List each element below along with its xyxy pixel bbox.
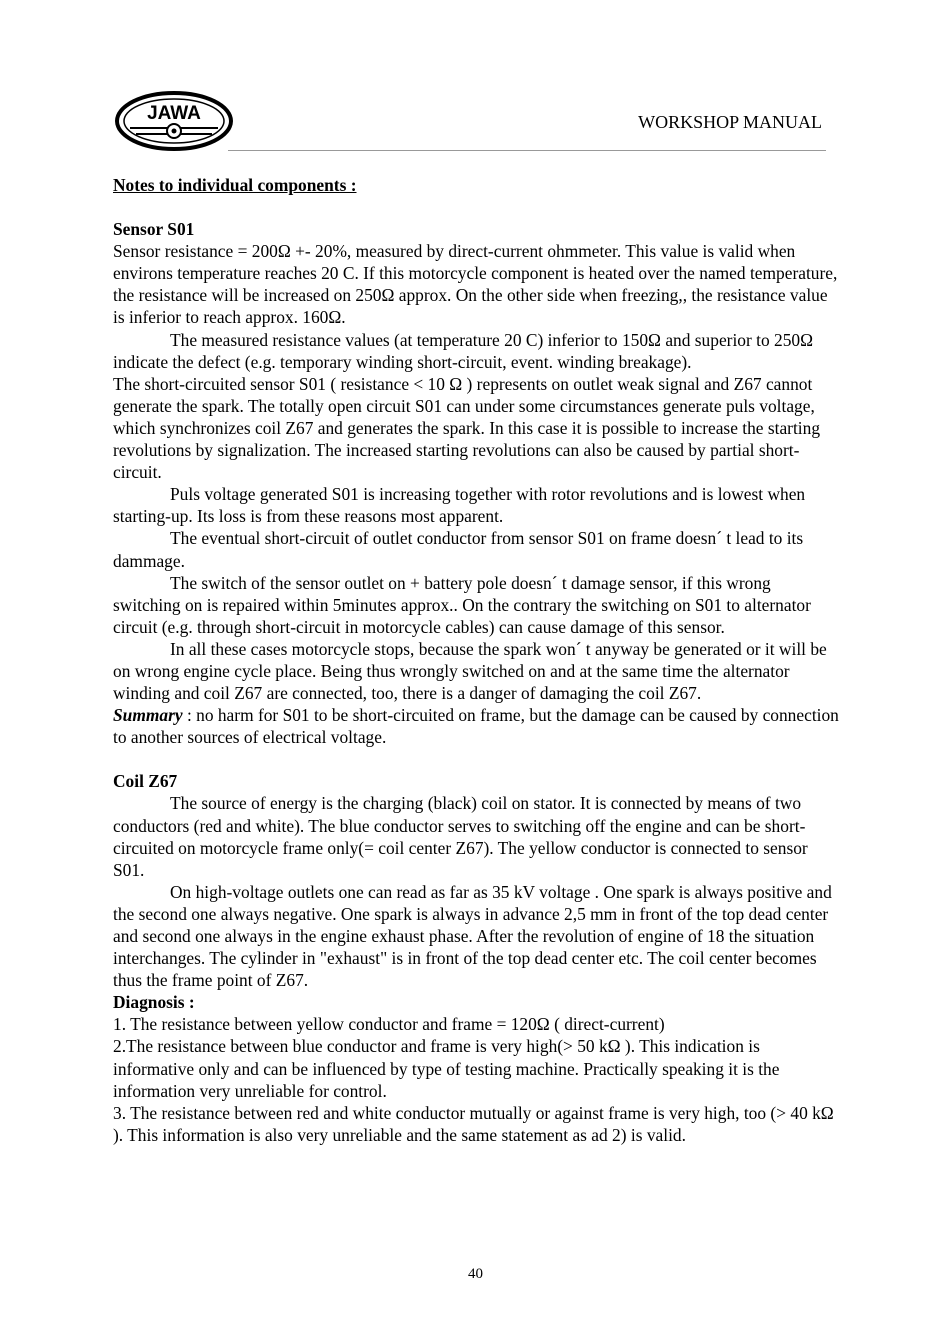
header-title: WORKSHOP MANUAL <box>638 112 822 132</box>
coil-paragraph-2: On high-voltage outlets one can read as far as 35 kV voltage . One spark is always positive and the second one always negative. One spark is always in advance 2,5 mm in front of the top dead center and second one always in the engine exhaust phase. After the revolution of engine of 18 the situation interchanges. The cylinder in "exhaust" is in front of the top dead center etc. The coil center becomes thus the frame point of Z67. <box>113 881 832 991</box>
sensor-paragraph-1: Sensor resistance = 200Ω +- 20%, measured by direct-current ohmmeter. This value is valid when environs temperature reaches 20 C. If this motorcycle component is heated over the named temperature, the resistance will be increased on 250Ω approx. On the other side when freezing,, the resistance value is inferior to reach approx. 160Ω. <box>113 241 838 328</box>
coil-paragraph-1: The source of energy is the charging (black) coil on stator. It is connected by means of two conductors (red and white). The blue conductor serves to switching off the engine and can be short-circuited on motorcycle frame only(= coil center Z67). The yellow conductor is connected to sensor S01. <box>113 793 808 880</box>
sensor-paragraph-2: The measured resistance values (at temperature 20 C) inferior to 150Ω and superior to 250Ω indicate the defect (e.g. temporary winding short-circuit, event. winding breakage). <box>113 329 814 372</box>
sensor-paragraph-6: The switch of the sensor outlet on + battery pole doesn´ t damage sensor, if this wrong switching on is repaired within 5minutes approx.. On the contrary the switching on S01 to alternator circuit (e.g. through short-circuit in motorcycle cables) can cause damage of this sensor. <box>113 572 811 637</box>
sensor-paragraph-7: In all these cases motorcycle stops, because the spark won´ t anyway be generated or it will be on wrong engine cycle place. Being thus wrongly switched on and at the same time the alternator winding and coil Z67 are connected, too, there is a danger of damaging the coil Z67. <box>113 638 827 704</box>
jawa-logo <box>114 90 234 152</box>
coil-heading: Coil Z67 <box>113 771 178 792</box>
spacer <box>113 748 841 770</box>
diagnosis-item-1: 1. The resistance between yellow conductor and frame = 120Ω ( direct-current) <box>113 1014 665 1035</box>
summary-text: : no harm for S01 to be short-circuited on frame, but the damage can be caused by connection to another sources of electrical voltage. <box>113 705 839 748</box>
sensor-heading: Sensor S01 <box>113 219 195 240</box>
diagnosis-item-2: 2.The resistance between blue conductor and frame is very high(> 50 kΩ ). This indication is informative only and can be influenced by type of testing machine. Practically speaking it is the information very unreliable for control. <box>113 1036 780 1101</box>
logo-text: JAWA <box>147 103 201 124</box>
diagnosis-item-3: 3. The resistance between red and white conductor mutually or against frame is very high, too (> 40 kΩ ). This information is also very unreliable and the same statement as ad 2) is valid. <box>113 1102 834 1145</box>
header-divider <box>228 150 826 151</box>
spacer <box>113 196 841 218</box>
page-number: 40 <box>468 1266 483 1282</box>
summary-label: Summary <box>113 705 183 726</box>
sensor-paragraph-3: The short-circuited sensor S01 ( resistance < 10 Ω ) represents on outlet weak signal and Z67 cannot generate the spark. The totally open circuit S01 can under some circumstances generate puls voltage, which synchronizes coil Z67 and generates the spark. In this case it is possible to increase the starting revolutions by signalization. The increased starting revolutions can also be caused by partial short-circuit. <box>113 373 821 483</box>
notes-heading: Notes to individual components : <box>113 175 357 195</box>
sensor-paragraph-4: Puls voltage generated S01 is increasing together with rotor revolutions and is lowest when starting-up. Its loss is from these reasons most apparent. <box>113 484 806 527</box>
sensor-paragraph-5: The eventual short-circuit of outlet conductor from sensor S01 on frame doesn´ t lead to its dammage. <box>113 528 804 571</box>
diagnosis-heading: Diagnosis : <box>113 992 195 1013</box>
document-body <box>113 174 841 1146</box>
sensor-summary <box>113 704 841 748</box>
